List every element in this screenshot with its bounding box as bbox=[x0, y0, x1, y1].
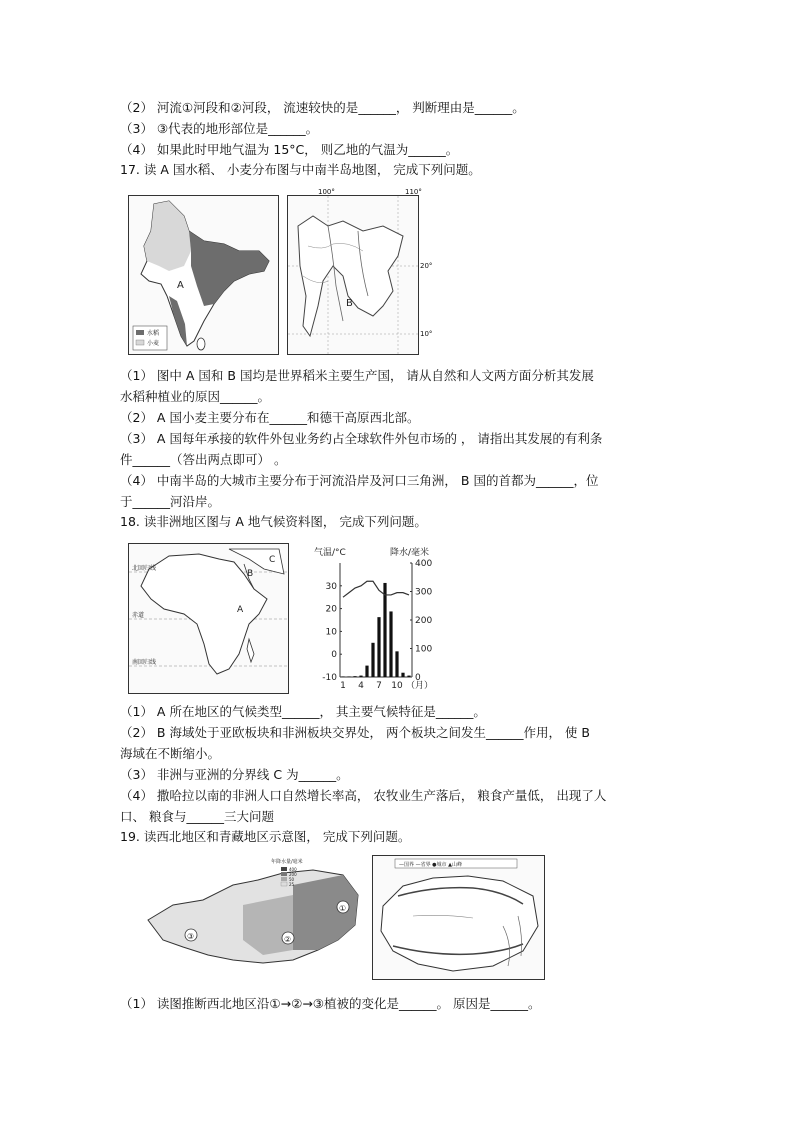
left-tick-label: -10 bbox=[322, 673, 337, 683]
q17-p4b: 于______河沿岸。 bbox=[120, 494, 221, 509]
q17-p1a: （1） 图中 A 国和 B 国均是世界稻米主要生产国， 请从自然和人文两方面分析其发展 bbox=[120, 368, 594, 383]
climate-chart bbox=[312, 545, 442, 693]
northwest-map bbox=[143, 855, 365, 975]
x-tick-label: 10 bbox=[391, 681, 403, 691]
left-tick-label: 0 bbox=[331, 650, 337, 661]
precip-bar bbox=[401, 673, 404, 677]
precip-bar bbox=[383, 583, 386, 677]
circle-1: ① bbox=[339, 904, 347, 913]
q17-p1b: 水稻种植业的原因______。 bbox=[120, 389, 271, 404]
q16-p3: （3） ③代表的地形部位是______。 bbox=[120, 121, 319, 136]
india-rice-wheat-map bbox=[128, 195, 279, 355]
circle-3: ③ bbox=[187, 932, 195, 941]
precip-bar bbox=[389, 611, 392, 677]
nw-legend-3: 50 bbox=[289, 877, 295, 882]
qinghai-tibet-map-svg bbox=[373, 856, 544, 979]
left-tick-label: 30 bbox=[325, 581, 337, 592]
africa-label-c: C bbox=[269, 555, 276, 565]
nw-legend-1: 400 bbox=[289, 867, 297, 872]
q16-p4: （4） 如果此时甲地气温为 15°C， 则乙地的气温为______。 bbox=[120, 142, 459, 157]
equator: 赤道 bbox=[132, 612, 145, 619]
q19-title: 19. 读西北地区和青藏地区示意图， 完成下列问题。 bbox=[120, 829, 411, 844]
precip-bar bbox=[407, 676, 410, 677]
left-tick-label: 20 bbox=[325, 604, 337, 615]
right-tick-label: 0 bbox=[415, 673, 421, 683]
q17-p3a: （3） A 国每年承接的软件外包业务约占全球软件外包市场的 ， 请指出其发展的有利条 bbox=[120, 431, 603, 446]
nw-legend-2: 200 bbox=[289, 872, 297, 877]
label-b: B bbox=[346, 298, 353, 309]
right-tick-label: 100 bbox=[415, 644, 433, 655]
precip-bar bbox=[377, 617, 380, 677]
nw-legend-title: 年降水量/毫米 bbox=[271, 859, 303, 865]
precip-bar bbox=[347, 676, 350, 677]
lon-110: 110° bbox=[405, 188, 422, 196]
precip-bar bbox=[353, 676, 356, 677]
right-tick-label: 400 bbox=[415, 559, 433, 569]
q18-p2a: （2） B 海域处于亚欧板块和非洲板块交界处， 两个板块之间发生______作用， 使 B bbox=[120, 725, 590, 740]
lon-100: 100° bbox=[318, 188, 335, 196]
q19-p1: （1） 读图推断西北地区沿①→②→③植被的变化是______。 原因是______。 bbox=[120, 996, 541, 1011]
precip-bar bbox=[365, 666, 368, 677]
precip-bar bbox=[341, 676, 344, 677]
indochina-map bbox=[287, 195, 419, 355]
nw-legend-4: 25 bbox=[289, 882, 295, 887]
right-tick-label: 300 bbox=[415, 587, 433, 598]
precip-bar bbox=[371, 643, 374, 677]
q18-p3: （3） 非洲与亚洲的分界线 C 为______。 bbox=[120, 767, 349, 782]
q18-p4b: 口、 粮食与______三大问题 bbox=[120, 809, 274, 824]
q17-p3b: 件______（答出两点即可） 。 bbox=[120, 452, 287, 467]
q18-p1: （1） A 所在地区的气候类型______， 其主要气候特征是______。 bbox=[120, 704, 486, 719]
temperature-line bbox=[343, 581, 409, 597]
q17-title: 17. 读 A 国水稻、 小麦分布图与中南半岛地图， 完成下列问题。 bbox=[120, 162, 481, 177]
lat-10: 10° bbox=[420, 330, 433, 338]
africa-map-svg bbox=[129, 544, 288, 693]
precip-bar bbox=[395, 651, 398, 677]
right-tick-label: 200 bbox=[415, 616, 433, 626]
africa-label-b: B bbox=[247, 569, 254, 579]
india-map-svg bbox=[129, 196, 278, 354]
ylabel-left: 气温/°C bbox=[314, 548, 346, 558]
x-tick-label: 4 bbox=[358, 681, 364, 691]
qt-legend: —国界 —省界 ●城市 ▲山峰 bbox=[399, 862, 462, 868]
q17-p4a: （4） 中南半岛的大城市主要分布于河流沿岸及河口三角洲， B 国的首都为______，位 bbox=[120, 473, 599, 488]
circle-2: ② bbox=[284, 935, 292, 944]
africa-map bbox=[128, 543, 289, 694]
q18-title: 18. 读非洲地区图与 A 地气候资料图， 完成下列问题。 bbox=[120, 514, 427, 529]
africa-label-a: A bbox=[237, 605, 244, 615]
qinghai-tibet-map bbox=[372, 855, 545, 980]
northwest-map-svg bbox=[143, 855, 365, 975]
indochina-map-svg bbox=[288, 196, 418, 354]
q17-p2: （2） A 国小麦主要分布在______和德干高原西北部。 bbox=[120, 410, 420, 425]
ylabel-right: 降水/毫米 bbox=[390, 548, 430, 558]
left-tick-label: 10 bbox=[325, 627, 337, 638]
x-tick-label: 1 bbox=[340, 681, 346, 691]
x-tick-label: 7 bbox=[376, 681, 382, 691]
q18-p2b: 海域在不断缩小。 bbox=[120, 746, 221, 761]
tropic-n: 北回归线 bbox=[132, 565, 157, 572]
x-axis-label: （月） bbox=[406, 681, 434, 691]
tropic-s: 南回归线 bbox=[132, 659, 157, 666]
legend-rice: 水稻 bbox=[147, 330, 160, 337]
q18-p4a: （4） 撒哈拉以南的非洲人口自然增长率高， 农牧业生产落后， 粮食产量低， 出现了人 bbox=[120, 788, 607, 803]
q16-p2: （2） 河流①河段和②河段， 流速较快的是______， 判断理由是______。 bbox=[120, 100, 525, 115]
lat-20: 20° bbox=[420, 262, 433, 270]
precip-bar bbox=[359, 676, 362, 677]
legend-wheat: 小麦 bbox=[147, 340, 160, 347]
label-a: A bbox=[177, 280, 184, 291]
